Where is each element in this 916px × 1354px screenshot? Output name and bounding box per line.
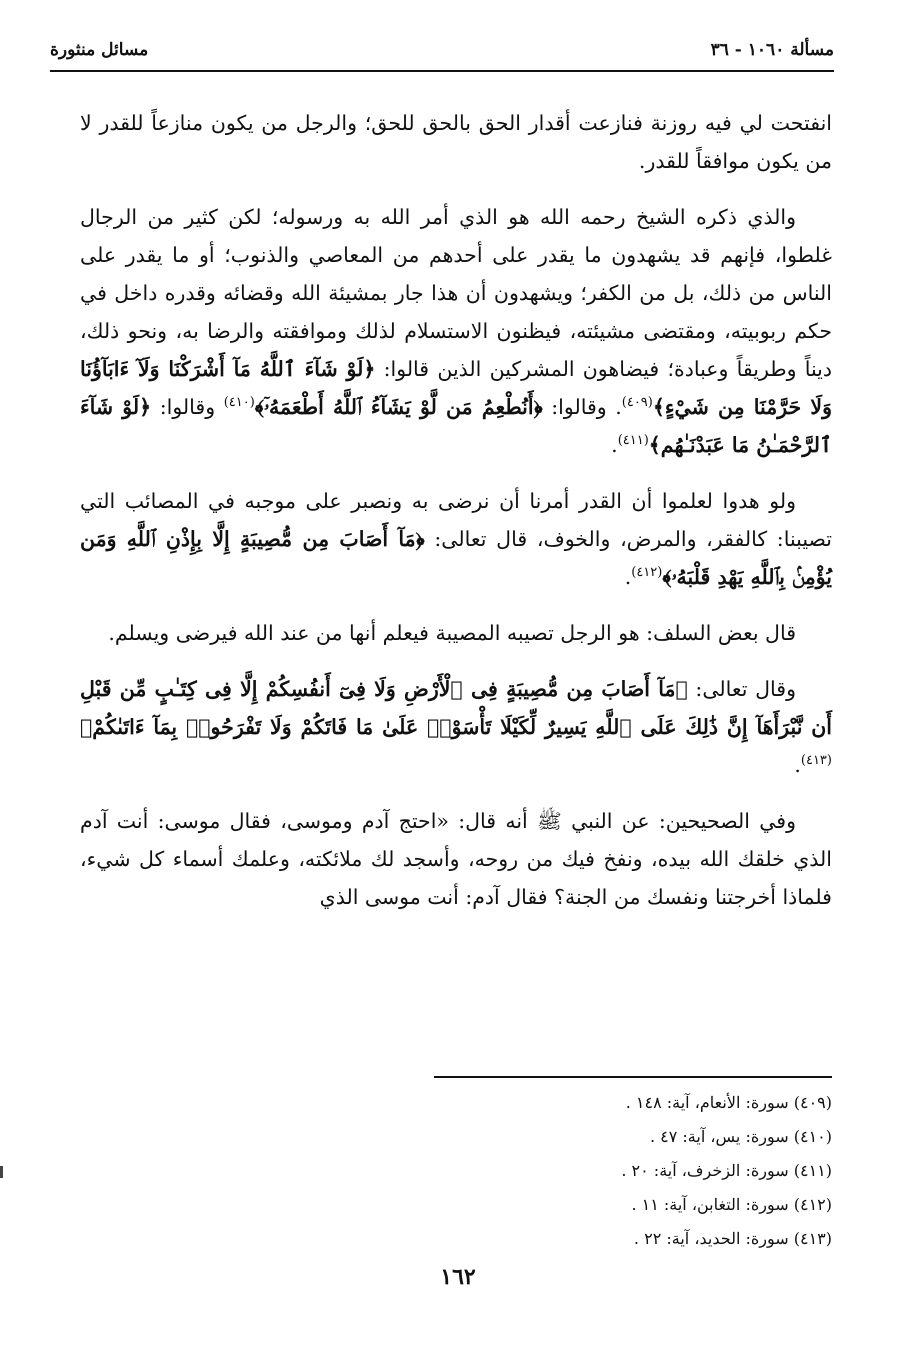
paragraph-text: انفتحت لي فيه روزنة فنازعت أقدار الحق بالحق للحق؛ والرجل من يكون منازعاً للقدر لا من يكون موافقاً للقدر. — [80, 111, 832, 173]
paragraph — [80, 198, 832, 464]
scan-edge-mark — [0, 1166, 3, 1178]
paragraph-text: قال بعض السلف: هو الرجل تصيبه المصيبة فيعلم أنها من عند الله فيرضى ويسلم. — [108, 621, 796, 645]
section-title: مسائل منثورة — [50, 40, 149, 60]
paragraph-text: . وقالوا: — [542, 395, 622, 419]
paragraph-text: . — [794, 753, 801, 777]
paragraph-text: والذي ذكره الشيخ رحمه الله هو الذي أمر الله به ورسوله؛ لكن كثير من الرجال غلطوا، فإنهم قد يشهدون ما يقدر على أحدهم من المعاصي والذنوب؛ أو ما يقدر على الناس من ذلك، بل من الكفر؛ ويشهدون أن هذا جار بمشيئة الله وقضائه وقدره داخل في حكم ربوبيته، ومقتضى مشيئته، فيظنون الاستسلام لذلك وموافقته والرضا به، ونحو ذلك، ديناً وطريقاً وعبادة؛ فيضاهون المشركين الذين قالوا: — [80, 205, 832, 381]
footnotes — [430, 1086, 832, 1256]
main-text — [80, 104, 832, 934]
quran-quote: ﴿مَآ أَصَابَ مِن مُّصِيبَةٍ إِلَّا بِإِذْنِ ٱللَّهِ وَمَن يُؤْمِنۢ بِٱللَّهِ يَهْدِ قَلْبَهُۥ﴾ — [80, 527, 832, 589]
paragraph — [80, 802, 832, 916]
footnote-item: (٤١٣) سورة: الحديد، آية: ٢٢ . — [633, 1229, 832, 1248]
paragraph-text: وقالوا: — [151, 395, 224, 419]
page-number: ١٦٢ — [440, 1264, 476, 1290]
footnote-ref: (٤١٣) — [800, 753, 832, 769]
footnote-item: (٤١١) سورة: الزخرف، آية: ٢٠ . — [621, 1161, 832, 1180]
footnote-item: (٤١٢) سورة: التغابن، آية: ١١ . — [631, 1195, 832, 1214]
footnote-item: (٤٠٩) سورة: الأنعام، آية: ١٤٨ . — [625, 1093, 832, 1112]
footnote-ref: (٤١٢) — [631, 565, 663, 581]
paragraph — [80, 104, 832, 180]
footnote-ref: (٤٠٩) — [621, 395, 653, 411]
footnote-item: (٤١٠) سورة: يس، آية: ٤٧ . — [649, 1127, 832, 1146]
footnote-divider — [434, 1076, 832, 1078]
paragraph-text: . — [611, 433, 618, 457]
paragraph-text: ولو هدوا لعلموا أن القدر أمرنا أن نرضى به ونصبر على موجبه في المصائب التي تصيبنا: كالفقر، والمرض، والخوف، قال تعالى: — [80, 489, 832, 551]
paragraph — [80, 614, 832, 652]
paragraph-text: . — [624, 565, 632, 589]
footnote-ref: (٤١١) — [617, 433, 649, 449]
paragraph — [80, 482, 832, 596]
quran-quote: ﴿مَآ أَصَابَ مِن مُّصِيبَةٍ فِى ٱلْأَرْضِ وَلَا فِىٓ أَنفُسِكُمْ إِلَّا فِى كِتَـٰبٍ مِّن قَبْلِ أَن نَّبْرَأَهَآ إِنَّ ذَٰلِكَ عَلَى ٱللَّهِ يَسِيرٌ لِّكَيْلَا تَأْسَوْا۟ عَلَىٰ مَا فَاتَكُمْ وَلَا تَفْرَحُوا۟ بِمَآ ءَاتَىٰكُمْ﴾ — [80, 677, 832, 739]
paragraph-text: وفي الصحيحين: عن النبي ﷺ أنه قال: «احتج آدم وموسى، فقال موسى: أنت آدم الذي خلقك الله بيده، ونفخ فيك من روحه، وأسجد لك ملائكته، وعلمك أسماء كل شيء، فلماذا أخرجتنا ونفسك من الجنة؟ فقال آدم: أنت موسى الذي — [80, 809, 832, 909]
running-header — [50, 36, 834, 72]
paragraph — [80, 670, 832, 784]
quran-quote: ﴿لَوْ شَآءَ ٱللَّهُ مَآ أَشْرَكْنَا وَلَآ ءَابَآؤُنَا وَلَا حَرَّمْنَا مِن شَيْءٍ﴾ — [80, 357, 832, 419]
quran-quote: ﴿أَنُطْعِمُ مَن لَّوْ يَشَآءُ ٱللَّهُ أَطْعَمَهُۥٓ﴾ — [254, 395, 543, 419]
issue-range: مسألة ١٠٦٠ - ٣٦ — [710, 40, 834, 60]
quran-quote: ﴿لَوْ شَآءَ ٱلرَّحْمَـٰنُ مَا عَبَدْنَـٰهُم﴾ — [80, 395, 832, 457]
paragraph-text: وقال تعالى: — [687, 677, 796, 701]
footnote-ref: (٤١٠) — [223, 395, 255, 411]
